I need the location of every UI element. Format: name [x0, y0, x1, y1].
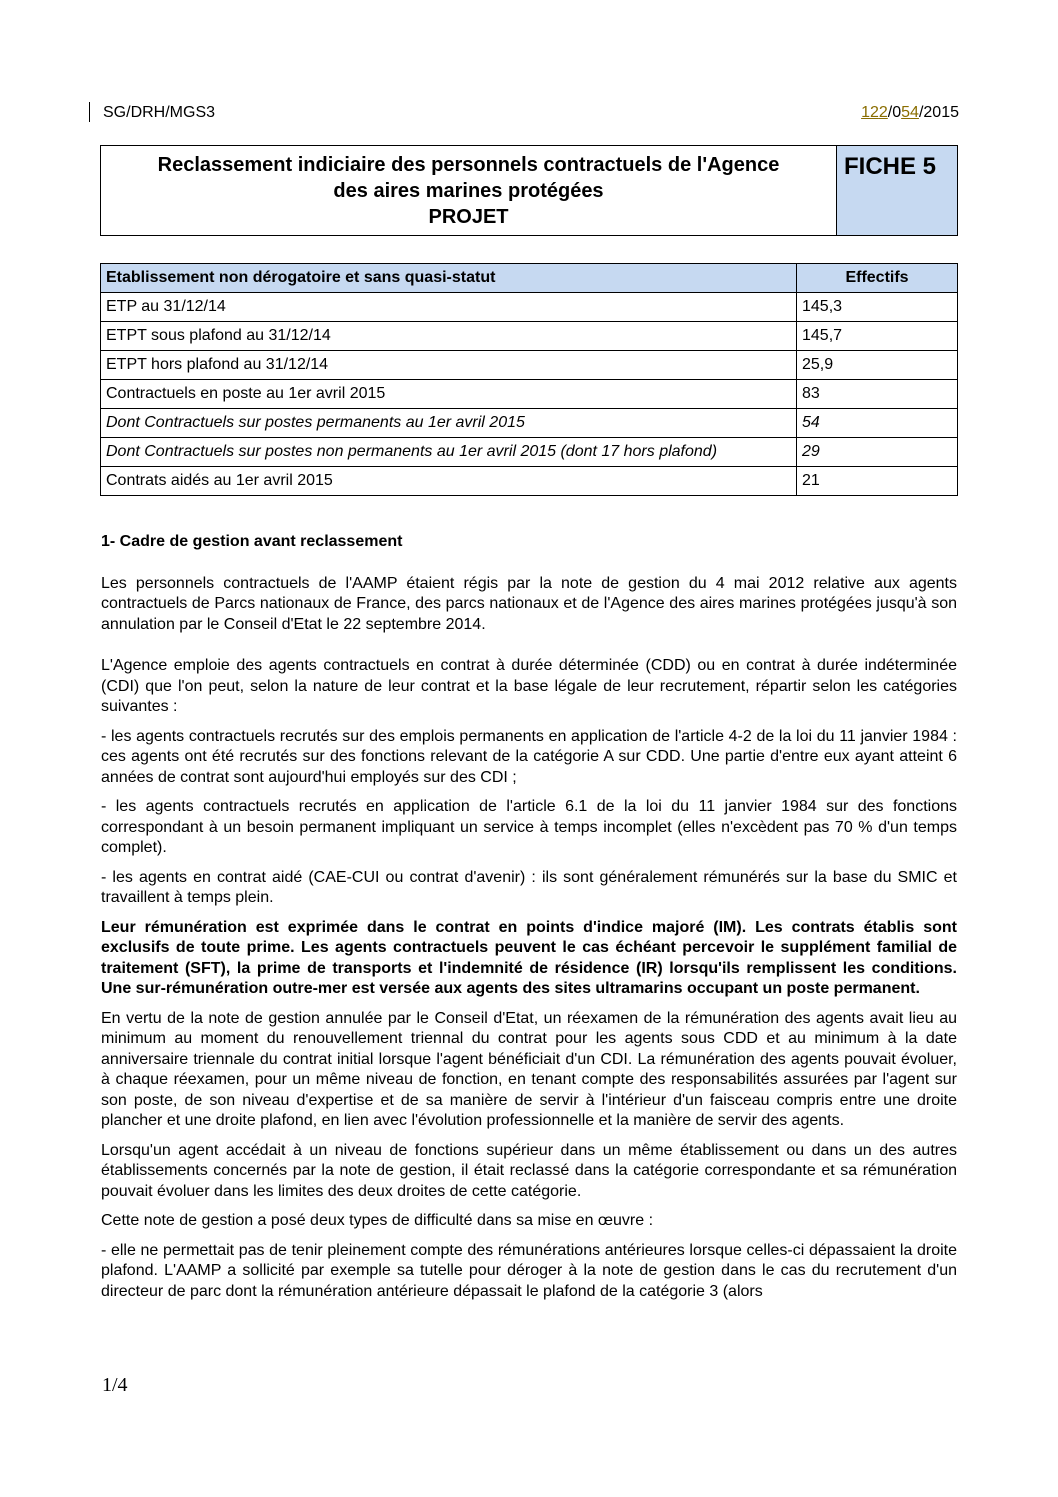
row-value: 29: [797, 438, 958, 467]
paragraph: - les agents contractuels recrutés en application de l'article 6.1 de la loi du 11 janvier 1984 sur des fonctions correspondant à un besoin permanent impliquant un service à temps incomplet (elles n'excèdent pas 70 % d'un temps complet).: [101, 798, 957, 856]
row-label: ETPT hors plafond au 31/12/14: [101, 351, 797, 380]
paragraph: L'Agence emploie des agents contractuels en contrat à durée déterminée (CDD) ou en contrat à durée indéterminée (CDI) que l'on peut, selon la nature de leur contrat et la base légale de leur recrutement, répartir selon les catégories suivantes :: [101, 657, 957, 715]
table-row: [101, 322, 958, 351]
row-value: 54: [797, 409, 958, 438]
ref-delete-a: 2: [878, 104, 888, 121]
row-label: Contrats aidés au 1er avril 2015: [101, 467, 797, 496]
row-label: Contractuels en poste au 1er avril 2015: [101, 380, 797, 409]
page-number: 1/4: [102, 1374, 128, 1396]
section-heading: 1- Cadre de gestion avant reclassement: [101, 533, 403, 550]
table-row: [101, 467, 958, 496]
section-1: [101, 532, 957, 1311]
paragraph: - les agents en contrat aidé (CAE-CUI ou contrat d'avenir) : ils sont généralement rémunérés sur la base du SMIC et travaillent à temps plein.: [101, 868, 957, 906]
ref-separator: /0: [887, 104, 902, 121]
row-label: Dont Contractuels sur postes non permanents au 1er avril 2015 (dont 17 hors plafond): [101, 438, 797, 467]
title-line-1: Reclassement indiciaire des personnels contractuels de l'Agence: [157, 154, 780, 176]
staff-table: [100, 263, 958, 496]
ref-insert-b: 4: [910, 104, 919, 121]
row-value: 21: [797, 467, 958, 496]
table-header-value: Effectifs: [797, 264, 958, 293]
row-label: ETP au 31/12/14: [101, 293, 797, 322]
paragraph: Lorsqu'un agent accédait à un niveau de fonctions supérieur dans un même établissement ou dans un des autres établissements concernés par la note de gestion, il était reclassé dans la catégorie correspondante et sa rémunération pouvait évoluer dans les limites des deux droites de cette catégorie.: [101, 1141, 957, 1200]
table-header-row: [101, 264, 958, 293]
row-label: Dont Contractuels sur postes permanents au 1er avril 2015: [101, 409, 797, 438]
page-header: [89, 100, 959, 126]
paragraph: En vertu de la note de gestion annulée par le Conseil d'Etat, un réexamen de la rémunération des agents avait lieu au minimum au moment du renouvellement triennal du contrat pour les agents sous CDD et au minimum à la date anniversaire triennale du contrat initial lorsque l'agent bénéficiait d'un CDI. La rémunération des agents pouvait évoluer, à chaque réexamen, pour un même niveau de fonction, en tenant compte des responsabilités assurées par l'agent sur son poste, de son niveau d'expertise et de sa manière de servir à l'intérieur d'un faisceau compris entre une droite plancher et une droite plafond, en lien avec l'évolution professionnelle et la manière de servir des agents.: [101, 1009, 957, 1129]
document-title: [101, 146, 837, 235]
ref-delete-b: 5: [901, 104, 911, 121]
ref-year: /2015: [918, 104, 959, 121]
paragraph: Cette note de gestion a posé deux types de difficulté dans sa mise en œuvre :: [101, 1212, 654, 1229]
header-reference: [861, 104, 959, 122]
title-line-2: des aires marines protégées: [333, 180, 604, 202]
table-row: [101, 293, 958, 322]
paragraph: - elle ne permettait pas de tenir pleinement compte des rémunérations antérieures lorsque celles-ci dépassaient la droite plafond. L'AAMP a sollicité par exemple sa tutelle pour déroger à la note de gestion dans le cas du recrutement d'un directeur de parc dont la rémunération antérieure dépassait le plafond de la catégorie 3 (alors: [101, 1241, 957, 1300]
paragraph: Leur rémunération est exprimée dans le contrat en points d'indice majoré (IM). Les contrats établis sont exclusifs de toute prime. Les agents contractuels peuvent le cas échéant percevoir le supplément familial de traitement (SFT), la prime de transports et l'indemnité de résidence (IR) lorsqu'ils remplissent les conditions. Une sur-rémunération outre-mer est versée aux agents des sites ultramarins occupant un poste permanent.: [101, 918, 957, 997]
row-value: 25,9: [797, 351, 958, 380]
row-value: 145,3: [797, 293, 958, 322]
table-row: [101, 409, 958, 438]
table-row: [101, 380, 958, 409]
title-box: [100, 145, 958, 236]
row-label: ETPT sous plafond au 31/12/14: [101, 322, 797, 351]
table-row: [101, 438, 958, 467]
row-value: 145,7: [797, 322, 958, 351]
header-service-code: SG/DRH/MGS3: [103, 104, 216, 121]
paragraph: Les personnels contractuels de l'AAMP étaient régis par la note de gestion du 4 mai 2012 relative aux agents contractuels de Parcs nationaux de France, des parcs nationaux et de l'Agence des aires marines protégées jusqu'à son annulation par le Conseil d'Etat le 22 septembre 2014.: [101, 574, 957, 633]
table-header-label: Etablissement non dérogatoire et sans quasi-statut: [101, 264, 797, 293]
title-line-3: PROJET: [428, 206, 509, 228]
table-row: [101, 351, 958, 380]
fiche-label: FICHE 5: [837, 146, 957, 235]
row-value: 83: [797, 380, 958, 409]
revision-bar: [89, 102, 90, 122]
ref-insert-a: 12: [861, 104, 879, 121]
paragraph: - les agents contractuels recrutés sur des emplois permanents en application de l'article 4-2 de la loi du 11 janvier 1984 : ces agents ont été recrutés sur des fonctions relevant de la catégorie A sur CDD. Une partie d'entre eux ayant atteint 6 années de contrat sont aujourd'hui employés sur des CDI ;: [101, 727, 957, 786]
